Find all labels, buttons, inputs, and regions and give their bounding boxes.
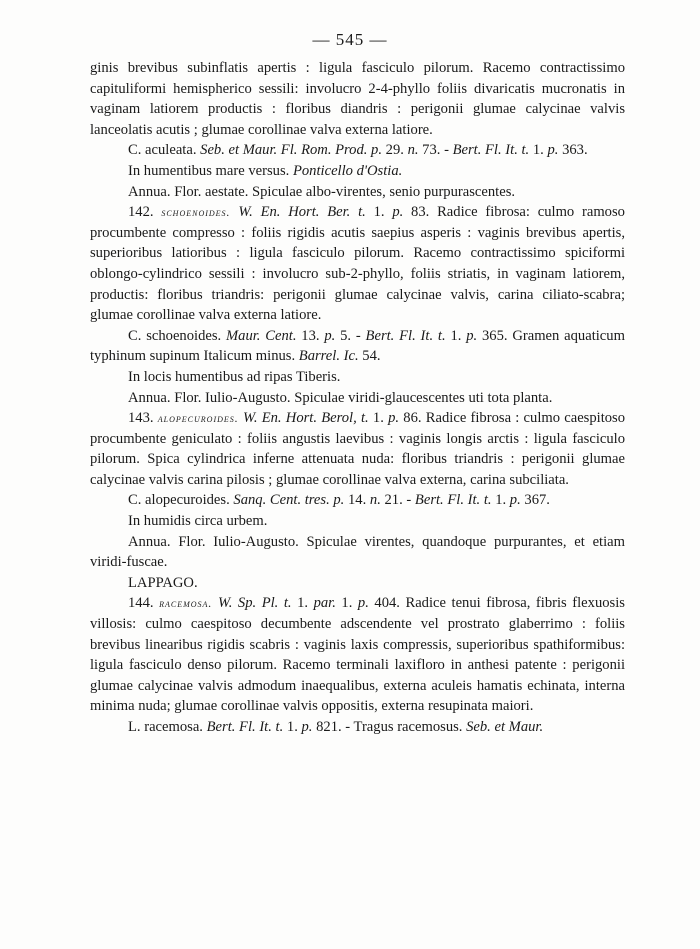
text-body [90, 58, 625, 738]
habitat-line: In humidis circa urbem. [128, 513, 268, 530]
citation: L. racemosa. Bert. Fl. It. t. 1. p. 821. - Tragus racemosus. Seb. et Maur. [128, 719, 544, 735]
paragraph: Annua. Flor. Iulio-Augusto. Spiculae viridi-glaucescentes uti tota planta. [128, 389, 553, 406]
paragraph: Annua. Flor. Iulio-Augusto. Spiculae virentes, quandoque purpurantes, et etiam viridi-fuscae. [90, 533, 625, 571]
paragraph: Annua. Flor. aestate. Spiculae albo-virentes, senio purpurascentes. [128, 183, 516, 200]
species-entry: 142. schoenoides. W. En. Hort. Ber. t. 1. p. 83. Radice fibrosa: culmo ramoso procumbente compresso : foliis rigidis acutis saepius asperis : vaginis brevibus apertis, superioribus latioribus : ligula fasciculo pilorum. Racemo contractissimo spiciformi oblongo-cylindrico sessili : involucro sub-2-phyllo, foliis striatis, in vaginam latiorem, productis: floribus triandris: perigonii glumae calycinae valvis, carina ciliato-scabra; glumae corollinae valva externa latiore. [90, 204, 625, 324]
species-entry: 143. alopecuroides. W. En. Hort. Berol, t. 1. p. 86. Radice fibrosa : culmo caespitoso procumbente geniculato : foliis angustis laevibus : vaginis longis arctis : ligula fasciculo pilorum. Spica cylindrica inferne attenuata nuda: floribus triandris : perigonii glumae calycinae valvis carina pilosis ; glumae corollinae valva externa, carina subciliata. [90, 410, 626, 488]
page-number: — 545 — [312, 30, 388, 49]
paragraph: ginis brevibus subinflatis apertis : ligula fasciculo pilorum. Racemo contractissimo capituliformi hemispherico sessili: involucro 2-4-phyllo foliis divaricatis mucronatis in vaginam latiorem productis : floribus diandris : perigonii glumae calycinae valvis lanceolatis acutis ; glumae corollinae valva externa latiore. [90, 60, 625, 138]
habitat-line: In locis humentibus ad ripas Tiberis. [128, 368, 341, 385]
habitat-line: In humentibus mare versus. Ponticello d'Ostia. [128, 162, 403, 179]
citation: C. schoenoides. Maur. Cent. 13. p. 5. - Bert. Fl. It. t. 1. p. 365. Gramen aquaticum typhinum supinum Italicum minus. Barrel. Ic. 54. [90, 327, 625, 365]
citation: C. alopecuroides. Sanq. Cent. tres. p. 14. n. 21. - Bert. Fl. It. t. 1. p. 367. [128, 492, 550, 509]
genus-heading: LAPPAGO. [128, 574, 198, 591]
species-entry: 144. racemosa. W. Sp. Pl. t. 1. par. 1. p. 404. Radice tenui fibrosa, fibris flexuosis villosis: culmo caespitoso decumbente adscendente vel prostrato glaberrimo : foliis brevibus linearibus rigidis scabris : vaginis laxis compressis, superioribus spathiformibus: ligula fasciculo denso pilorum. Racemo terminali laxifloro in anthesi patente : perigonii glumae calycinae valvis admodum inaequalibus, externa aculeis hamatis echinata, interna minima nuda; glumae corollinae valvis oppositis, externa resupinata maiori. [90, 595, 625, 715]
citation: C. aculeata. Seb. et Maur. Fl. Rom. Prod. p. 29. n. 73. - Bert. Fl. It. t. 1. p. 363. [128, 142, 588, 159]
